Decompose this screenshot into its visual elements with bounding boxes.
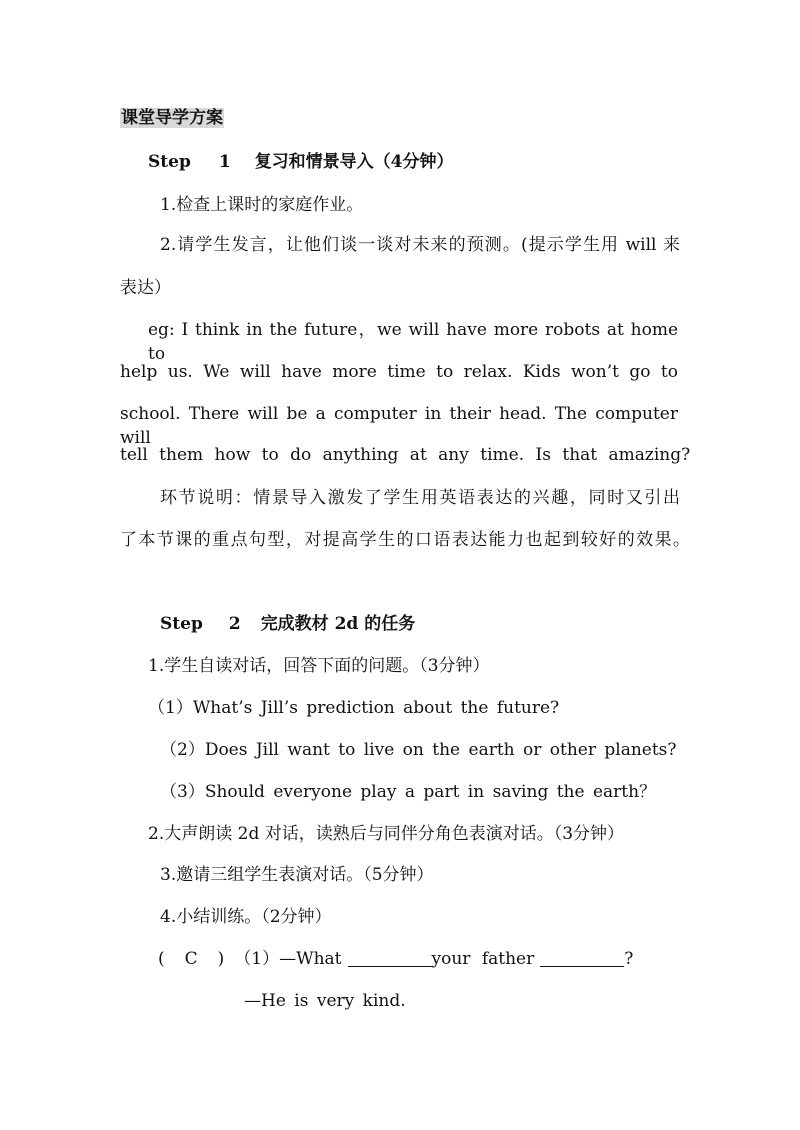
note-line-1: 环节说明：情景导入激发了学生用英语表达的兴趣，同时又引出 [160,488,680,508]
step1-item1: 1.检查上课时的家庭作业。 [160,195,364,215]
question-3: （3）Should everyone play a part in saving the earth？ [160,782,657,802]
step2-item4: 4.小结训练。（2分钟） [160,907,332,927]
blank-2[interactable] [540,950,624,967]
answer-paren-open: ( [158,949,165,969]
step2-item1: 1.学生自读对话，回答下面的问题。（3分钟） [148,656,490,676]
exercise-1-response: —He is very kind. [244,991,406,1011]
blank-1[interactable] [348,950,432,967]
question-1: （1）What’s Jill’s prediction about the future? [148,698,560,718]
step2-item2: 2.大声朗读 2d 对话，读熟后与同伴分角色表演对话。（3分钟） [148,824,625,844]
exercise-1: ( C ) （1）—What your father ? [158,949,634,969]
eg-line-4: tell them how to do anything at any time. Is that amazing? [120,445,691,465]
exercise-number: （1） [234,949,280,969]
step2-item3: 3.邀请三组学生表演对话。（5分钟） [160,865,434,885]
question-2: （2）Does Jill want to live on the earth or other planets? [160,740,677,760]
note-line-2: 了本节课的重点句型，对提高学生的口语表达能力也起到较好的效果。 [120,530,690,550]
step1-item2-line1: 2.请学生发言，让他们谈一谈对未来的预测。(提示学生用 will 来 [160,235,680,255]
answer: C [184,949,198,969]
eg-line-1: eg: I think in the future，we will have more robots at home to [148,320,678,364]
eg-line-3: school. There will be a computer in their head. The computer will [120,404,678,448]
step1-heading: Step 1 复习和情景导入（4分钟） [148,152,454,172]
step1-item2-line2: 表达） [120,278,171,298]
answer-paren-close: ) [217,949,225,969]
eg-line-2: help us. We will have more time to relax. Kids won’t go to [120,362,678,382]
section-title: 课堂导学方案 [121,108,223,128]
step2-heading: Step 2 完成教材 2d 的任务 [160,614,416,634]
